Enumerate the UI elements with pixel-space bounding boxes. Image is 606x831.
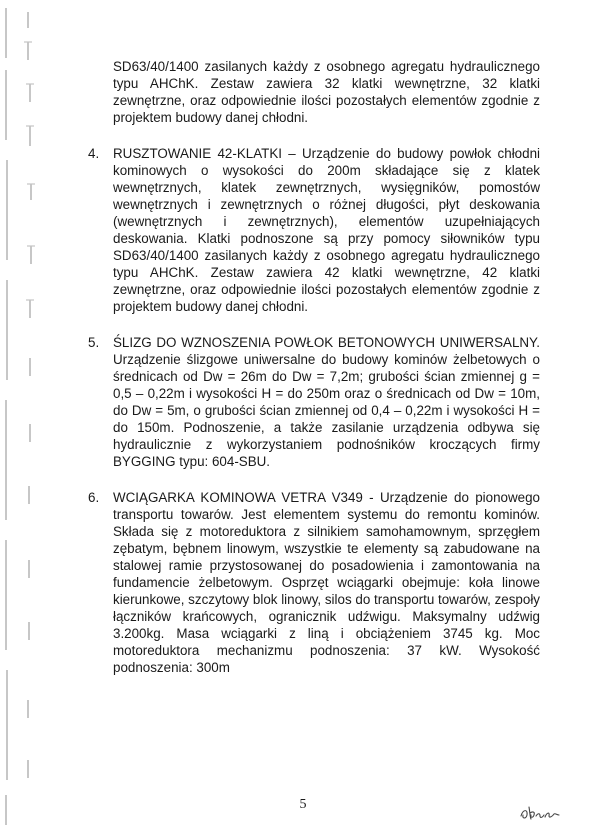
list-item-5 bbox=[88, 334, 540, 470]
list-item-number: 5. bbox=[88, 335, 100, 350]
list-item-6 bbox=[88, 489, 540, 676]
page-number: 5 bbox=[299, 797, 307, 812]
scan-edge-marks bbox=[0, 0, 40, 831]
handwritten-initials-icon bbox=[518, 803, 562, 823]
list-item-text: WCIĄGARKA KOMINOWA VETRA V349 - Urządzenie do pionowego transportu towarów. Jest elementem systemu do remontu kominów. Składa się z motoreduktora z silnikiem samohamownym, sprzęgłem zębatym, bębnem linowym, wszystkie te elementy są zabudowane na stalowej ramie przystosowanej do posadowienia i zamontowania na fundamencie żelbetowym. Osprzęt wciągarki obejmuje: koła linowe kierunkowe, szczytowy blok linowy, silos do transportu towarów, zespoły łączników krańcowych, ogranicznik udźwigu. Maksymalny udźwig 3.200kg. Masa wciągarki z liną i obciążeniem 3745 kg. Moc motoreduktora mechanizmu podnoszenia: 37 kW. Wysokość podnoszenia: 300m bbox=[113, 490, 540, 675]
list-item-4 bbox=[88, 145, 540, 315]
document-body bbox=[88, 58, 540, 676]
list-item-text: ŚLIZG DO WZNOSZENIA POWŁOK BETONOWYCH UNIWERSALNY. Urządzenie ślizgowe uniwersalne do budowy kominów żelbetowych o średnicach od Dw = 26m do Dw = 7,2m; grubości ścian zmiennej g = 0,5 – 0,22m i wysokości H = do 250m oraz o średnicach od Dw = 10m, do Dw = 5m, o grubości ścian zmiennej od 0,4 – 0,22m i wysokości H = do 150m. Podnoszenie, a także zasilanie urządzenia odbywa się hydraulicznie z wykorzystaniem podnośników kroczących firmy BYGGING typu: 604-SBU. bbox=[113, 335, 540, 469]
list-item-number: 4. bbox=[88, 146, 100, 161]
list-item-text: RUSZTOWANIE 42-KLATKI – Urządzenie do budowy powłok chłodni kominowych o wysokości do 200m składające się z klatek wewnętrznych, klatek zewnętrznych, wysięgników, pomostów wewnętrznych i zewnętrznych o różnej długości, płyt deskowania (wewnętrznych i zewnętrznych), elementów uzupełniających deskowania. Klatki podnoszone są przy pomocy siłowników typu SD63/40/1400 zasilanych każdy z osobnego agregatu hydraulicznego typu AHChK. Zestaw zawiera 42 klatki wewnętrzne, 42 klatki zewnętrzne, oraz odpowiednie ilości pozostałych elementów zgodnie z projektem budowy danej chłodni. bbox=[113, 146, 540, 314]
list-item-number: 6. bbox=[88, 490, 100, 505]
intro-paragraph: SD63/40/1400 zasilanych każdy z osobnego agregatu hydraulicznego typu AHChK. Zestaw zawiera 32 klatki wewnętrzne, 32 klatki zewnętrzne, oraz odpowiednie ilości pozostałych elementów zgodnie z projektem budowy danej chłodni. bbox=[113, 59, 540, 125]
